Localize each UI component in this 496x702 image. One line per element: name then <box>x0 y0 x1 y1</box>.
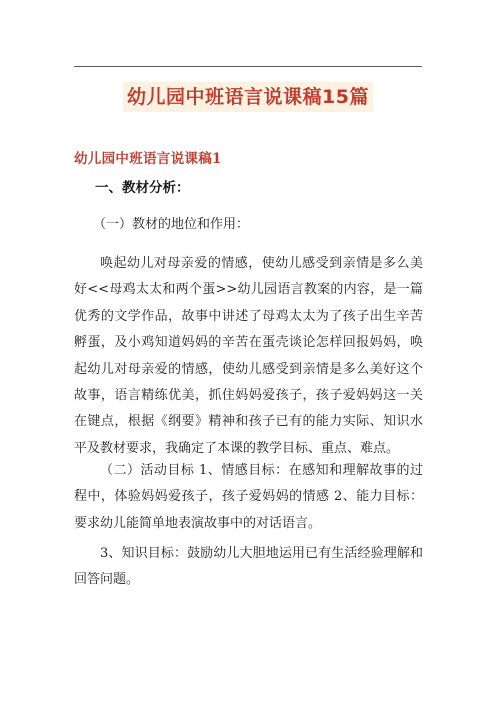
heading-teaching-material-analysis: 一、教材分析： <box>95 180 190 196</box>
header-rule <box>74 66 422 67</box>
subheading-position-and-role: （一）教材的地位和作用： <box>93 217 250 232</box>
paragraph-1: 唤起幼儿对母亲爱的情感，使幼儿感受到亲情是多么美好<<母鸡太太和两个蛋>>幼儿园语言教案的内容，是一篇优秀的文学作品，故事中讲述了母鸡太太为了孩子出生辛苦孵蛋，及小鸡知道妈妈的辛苦在蛋壳谈论怎样回报妈妈，唤起幼儿对母亲爱的情感，使幼儿感受到亲情是多么美好这个故事，语言精练优美，抓住妈妈爱孩子，孩子爱妈妈这一关在键点，根据《纲要》精神和孩子已有的能力实际、知识水平及教材要求，我确定了本课的教学目标、重点、难点。 <box>74 256 423 456</box>
paragraph-3: 3、知识目标：鼓励幼儿大胆地运用已有生活经验理解和回答问题。 <box>74 546 423 588</box>
section-title: 幼儿园中班语言说课稿1 <box>74 151 222 167</box>
paragraph-2: （二）活动目标 1、情感目标：在感知和理解故事的过程中，体验妈妈爱孩子，孩子爱妈妈的情感 2、能力目标：要求幼儿能简单地表演故事中的对话语言。 <box>74 463 423 531</box>
document-title: 幼儿园中班语言说课稿15篇 <box>123 82 373 112</box>
title-container <box>0 82 496 112</box>
